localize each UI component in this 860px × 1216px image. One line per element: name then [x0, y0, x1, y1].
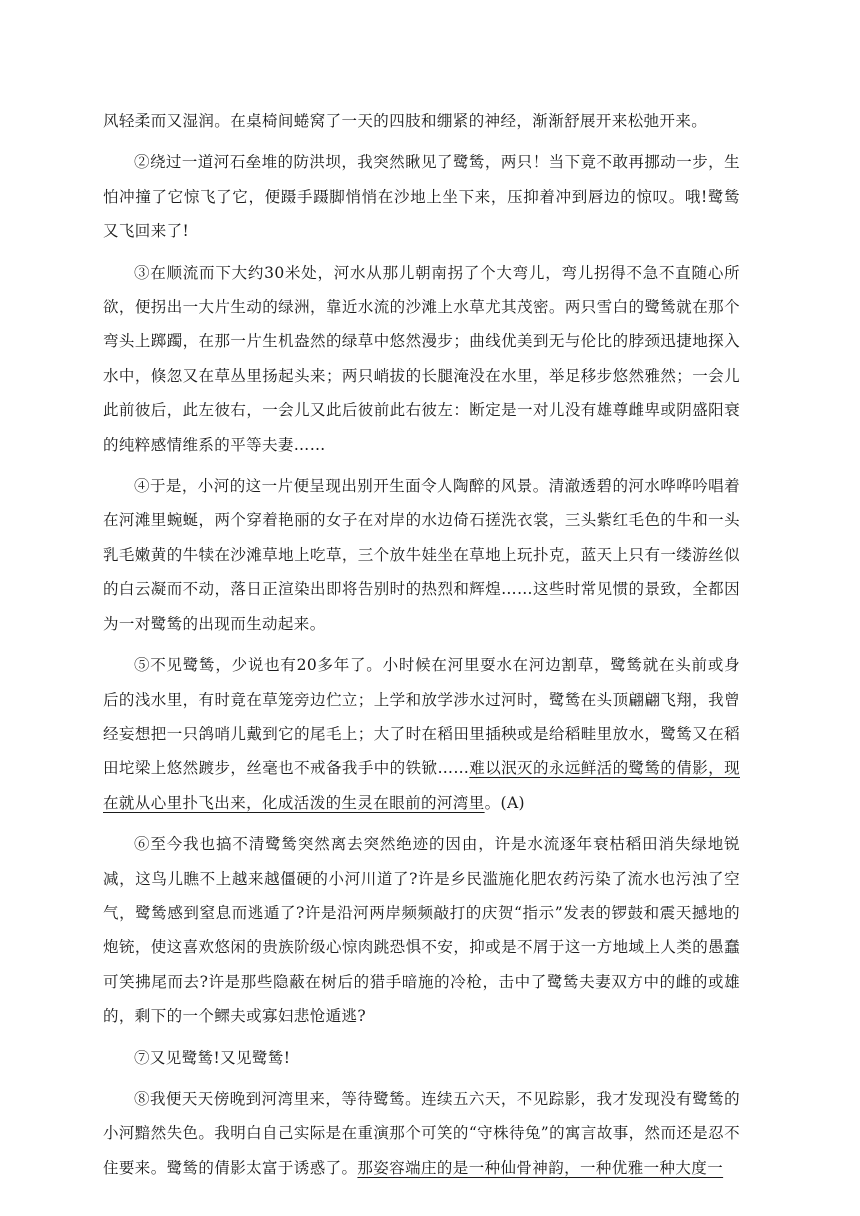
paragraph-text: ②绕过一道河石垒堆的防洪坝，我突然瞅见了鹭鸶，两只！当下竟不敢再挪动一步，生怕冲撞了它惊飞了它，便蹑手蹑脚悄悄在沙地上坐下来，压抑着冲到唇边的惊叹。哦!鹭鸶又飞回来了!: [103, 153, 740, 241]
paragraph-text: ④于是，小河的这一片便呈现出别开生面令人陶醉的风景。清澈透碧的河水哗哗吟唱着在河滩里蜿蜒，两个穿着艳丽的女子在对岸的水边倚石搓洗衣裳，三头紫红毛色的牛和一头乳毛嫩黄的牛犊在沙滩草地上吃草，三个放牛娃坐在草地上玩扑克，蓝天上只有一缕游丝似的白云凝而不动，落日正渲染出即将告别时的热烈和辉煌……这些时常见惯的景致，全都因为一对鹭鸶的出现而生动起来。: [103, 477, 740, 633]
paragraph-text: 风轻柔而又湿润。在桌椅间蜷窝了一天的四肢和绷紧的神经，渐渐舒展开来松弛开来。: [103, 112, 708, 130]
underlined-sentence: 那姿容端庄的是一种仙骨神韵，一种优雅一种大度一: [357, 1158, 724, 1177]
paragraph-8: [103, 1082, 740, 1185]
paragraph-5: [103, 648, 740, 820]
paragraph-text: ③在顺流而下大约30米处，河水从那儿朝南拐了个大弯儿，弯儿拐得不急不直随心所欲，便拐出一大片生动的绿洲，靠近水流的沙滩上水草尤其茂密。两只雪白的鹭鸶就在那个弯头上踯躅，在那一片生机盎然的绿草中悠然漫步；曲线优美到无与伦比的脖颈迅捷地探入水中，倏忽又在草丛里扬起头来；两只峭拔的长腿淹没在水里，举足移步悠然雅然；一会儿此前彼后，此左彼右，一会儿又此后彼前此右彼左：断定是一对儿没有雄尊雌卑或阴盛阳衰的纯粹感情维系的平等夫妻……: [103, 263, 740, 454]
paragraph-2: [103, 145, 740, 248]
paragraph-3: [103, 256, 740, 462]
paragraph-0: [103, 104, 740, 138]
underlined-sentence-a: 难以泯灭的永远鲜活的鹭鸶的倩影，现在就从心里扑飞出来，化成活泼的生灵在眼前的河湾里: [103, 759, 740, 812]
paragraph-text: ⑥至今我也搞不清鹭鸶突然离去突然绝迹的因由，许是水流逐年衰枯稻田消失绿地锐减，这鸟儿瞧不上越来越僵硬的小河川道了?许是乡民滥施化肥农药污染了流水也污浊了空气，鹭鸶感到窒息而逃遁了?许是沿河两岸频频敲打的庆贺“指示”发表的锣鼓和震天撼地的炮铳，使这喜欢悠闲的贵族阶级心惊肉跳恐惧不安，抑或是不屑于这一方地域上人类的愚蠢可笑拂尾而去?许是那些隐蔽在树后的猎手暗施的冷枪，击中了鹭鸶夫妻双方中的雌的或雄的，剩下的一个鳏夫或寡妇悲怆遁逃?: [103, 835, 740, 1026]
annotation-marker-a: 。(A): [484, 793, 525, 812]
article-body: [103, 104, 740, 1192]
paragraph-4: [103, 469, 740, 641]
paragraph-6: [103, 827, 740, 1033]
paragraph-text: ⑧我便天天傍晚到河湾里来，等待鹭鸶。连续五六天，不见踪影，我才发现没有鹭鸶的小河黯然失色。我明白自己实际是在重演那个可笑的“守株待兔”的寓言故事，然而还是忍不住要来。鹭鸶的倩影太富于诱惑了。: [103, 1089, 740, 1177]
paragraph-text: ⑦又见鹭鸶!又见鹭鸶!: [134, 1048, 291, 1067]
paragraph-7: [103, 1041, 740, 1075]
paragraph-text: ⑤不见鹭鸶，少说也有20多年了。小时候在河里耍水在河边割草，鹭鸶就在头前或身后的浅水里，有时竟在草笼旁边伫立；上学和放学涉水过河时，鹭鸶在头顶翩翩飞翔，我曾经妄想把一只鸽哨儿戴到它的尾毛上；大了时在稻田里插秧或是给稻畦里放水，鹭鸶又在稻田坨梁上悠然踱步，丝毫也不戒备我手中的铁锨……: [103, 656, 740, 778]
